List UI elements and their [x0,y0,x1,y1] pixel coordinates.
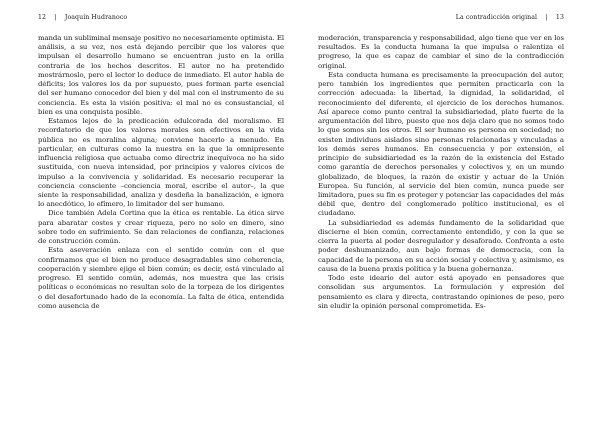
paragraph: Todo este ideario del autor está apoyado en pensadores que consolidan sus argumentos. La formulación y expresión del pensamiento es clara y directa, contrastando opiniones de peso, pero sin eludir la opinión personal comprometida. Es- [318,274,564,310]
left-page [38,14,284,311]
right-header-title: La contradicción original [455,14,538,21]
left-header-separator: | [54,14,57,21]
paragraph: Dice también Adela Cortina que la ética es rentable. La ética sirve para abaratar costes y crear riqueza, pero no solo en dinero, sino sobre todo en sufrimiento. Se dan relaciones de confianza, relaciones de construcción común. [38,209,284,246]
right-page-number: 13 [555,14,564,21]
right-header-separator: | [545,14,548,21]
paragraph: Estamos lejos de la predicación edulcorada del moralismo. El recordatorio de que los valores morales son efectivos en la vida pública no es moralina alguna; conviene hacerlo a menudo. En particular, en culturas como la nuestra en la que la omnipresente influencia religiosa que actuaba como directriz inequívoca no ha sido sustituida, con nueva intensidad, por principios y valores cívicos de impulso a la convivencia y solidaridad. Es necesario recuperar la conciencia consciente –conciencia moral, escribe el autor–, la que siente la responsabilidad, analiza y desdeña la banalización, e ignora lo anecdótico, lo efímero, lo limitador del ser humano. [38,117,284,209]
left-running-header [38,14,284,22]
left-header-author: Joaquín Hudranoco [64,14,128,21]
paragraph: Esta conducta humana es precisamente la preocupación del autor, pero también los ingredientes que permiten practicarla con la corrección adecuada: la libertad, la dignidad, la solidaridad, el reconocimiento del diferente, el ejercicio de los derechos humanos. Así aparece como punto central la subsidiariedad, plato fuerte de la argumentación del libro, puesto que nos deja claro que no somos todo lo que somos sin los otros. El ser humano es persona en sociedad; no existen individuos aislados sino personas relacionadas y vinculadas a los demás seres humanos. En consecuencia y por extensión, el principio de subsidiariedad es la razón de la existencia del Estado como garantía de derechos personales y colectivos y, en un mundo globalizado, de bloques, la razón de existir y actuar de la Unión Europea. Su función, al servicio del bien común, nunca puede ser limitadora, pues su fin es proteger y potenciar las capacidades del más débil que, dentro del conglomerado político institucional, es el ciudadano. [318,70,564,218]
right-page-body [318,34,564,311]
left-page-body [38,34,284,311]
paragraph: La subsidiariedad es además fundamento de la solidaridad que discierne el bien común, correctamente entendido, y con la que se cierra la puerta al poder desregulador y desaforado. Confronta a este poder deshumanizado, aun bajo formas de democracia, con la capacidad de la persona en su acción social y colectiva y, asimismo, es causa de la buena praxis política y la buena gobernanza. [318,218,564,273]
paragraph: moderación, transparencia y responsabilidad, algo tiene que ver en los resultados. Es la conducta humana la que impulsa o ralentiza el progreso, la que es capaz de cambiar el sino de la contradicción original. [318,34,564,70]
paragraph: manda un subliminal mensaje positivo no necesariamente optimista. El análisis, a su vez, nos está dejando percibir que los valores que impulsan el desarrollo humano se encuentran justo en la orilla contraria de los hechos descritos. El autor no ha pretendido mostrárnoslo, pero el lector lo deduce de inmediato. El autor habla de déficits; los valores los da por supuesto, pues forman parte esencial del ser humano conocedor del bien y del mal con el instrumento de su conciencia. Es esta la visión positiva: el mal no es consustancial, el bien es una conquista posible. [38,34,284,116]
paragraph: Esta aseveración enlaza con el sentido común con el que confirmamos que el bien no produce desagradables sino coherencia, cooperación y siembre ejige el bien común; es decir, está vinculado al progreso. El sentido común, además, nos muestra que las crisis políticas o económicas no resultan solo de la torpeza de los dirigentes o del desafortunado hado de la economía. La falta de ética, entendida como ausencia de [38,246,284,310]
right-page [318,14,564,311]
right-running-header [318,14,564,22]
left-page-number: 12 [38,14,47,21]
